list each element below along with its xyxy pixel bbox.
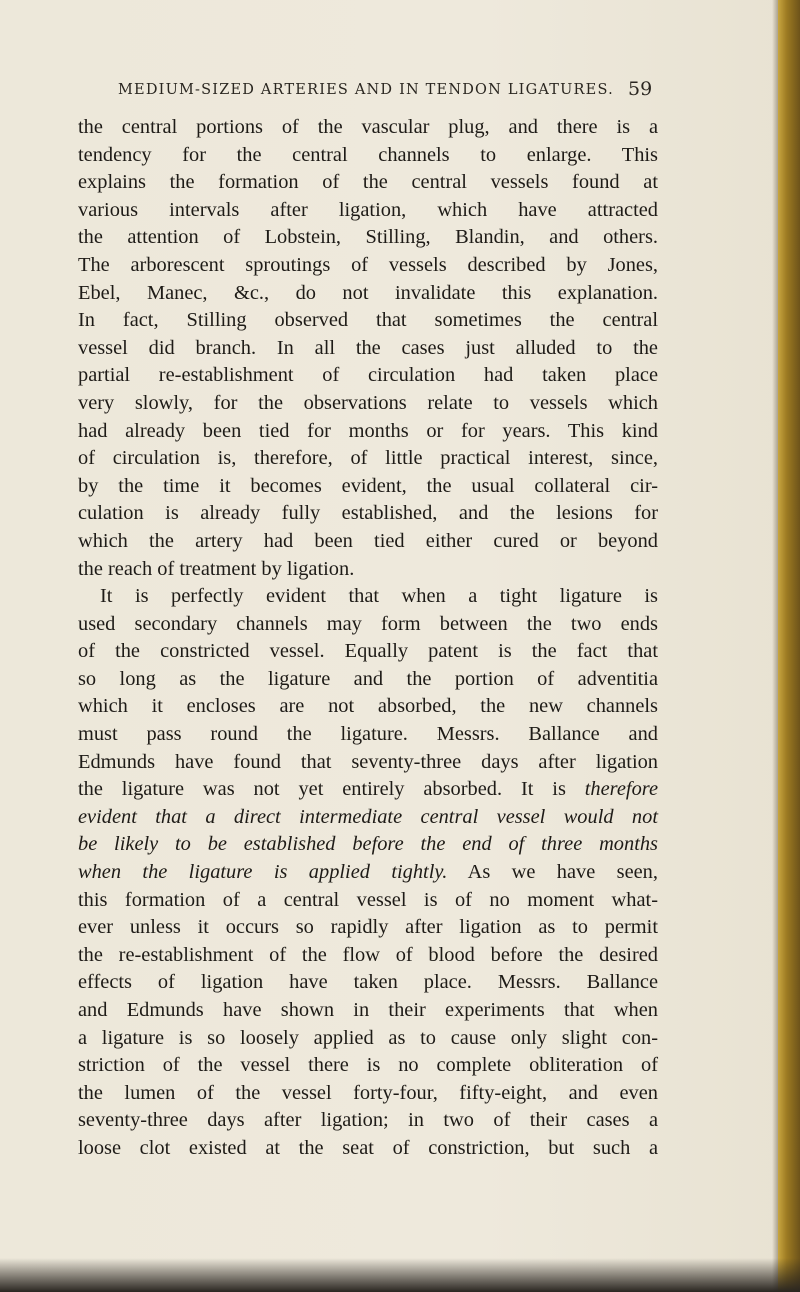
text-line: explains the formation of the central vessels found at: [78, 171, 658, 194]
text-line: effects of ligation have taken place. Messrs. Ballance: [78, 971, 658, 994]
text-line: by the time it becomes evident, the usual collateral cir-: [78, 474, 658, 497]
text-line: The arborescent sproutings of vessels described by Jones,: [78, 253, 658, 276]
text-line: seventy-three days after ligation; in two of their cases a: [78, 1109, 658, 1132]
text-line: of the constricted vessel. Equally patent is the fact that: [78, 640, 658, 663]
text-line: [78, 776, 658, 804]
text-line: culation is already fully established, and the lesions for: [78, 502, 658, 525]
text-line: [78, 831, 658, 859]
text-line: used secondary channels may form between the two ends: [78, 612, 658, 635]
text-line: Edmunds have found that seventy-three days after ligation: [78, 750, 658, 773]
text-line: so long as the ligature and the portion of adventitia: [78, 667, 658, 690]
text-line: the lumen of the vessel forty-four, fifty-eight, and even: [78, 1081, 658, 1104]
text-line: the central portions of the vascular plug, and there is a: [78, 116, 658, 138]
text-line: very slowly, for the observations relate to vessels which: [78, 391, 658, 414]
book-spine-edge: [778, 0, 800, 1292]
text-line: Ebel, Manec, &c., do not invalidate this explanation.: [78, 281, 658, 304]
text-line: [78, 859, 658, 887]
text-line: this formation of a central vessel is of no moment what-: [78, 888, 658, 911]
text-segment: As we have seen,: [467, 861, 658, 884]
text-line: tendency for the central channels to enlarge. This: [78, 143, 658, 166]
italic-text: therefore: [584, 778, 658, 801]
page-number: 59: [628, 78, 653, 100]
text-line: vessel did branch. In all the cases just alluded to the: [78, 336, 658, 359]
text-line: the reach of treatment by ligation.: [78, 557, 355, 580]
text-line: had already been tied for months or for years. This kind: [78, 419, 658, 442]
page-bottom-shadow: [0, 1258, 800, 1292]
text-line: a ligature is so loosely applied as to cause only slight con-: [78, 1026, 658, 1049]
text-line: the attention of Lobstein, Stilling, Blandin, and others.: [78, 226, 658, 249]
italic-text: be likely to be established before the end of three months: [78, 833, 658, 856]
text-line: the re-establishment of the flow of blood before the desired: [78, 943, 658, 966]
text-line: which the artery had been tied either cured or beyond: [78, 529, 658, 552]
text-line: ever unless it occurs so rapidly after ligation as to permit: [78, 916, 658, 939]
text-line: striction of the vessel there is no complete obliteration of: [78, 1054, 658, 1077]
running-head: MEDIUM-SIZED ARTERIES AND IN TENDON LIGATURES.: [118, 82, 614, 98]
text-line: various intervals after ligation, which have attracted: [78, 198, 658, 221]
text-line: of circulation is, therefore, of little practical interest, since,: [78, 447, 658, 470]
text-line: which it encloses are not absorbed, the new channels: [78, 695, 658, 718]
text-line: In fact, Stilling observed that sometimes the central: [78, 309, 658, 332]
text-line: and Edmunds have shown in their experiments that when: [78, 999, 658, 1021]
italic-text: evident that a direct intermediate central vessel would not: [78, 805, 658, 828]
text-line: It is perfectly evident that when a tight ligature is: [100, 585, 658, 608]
text-line: [78, 804, 658, 832]
italic-text: when the ligature is applied tightly.: [78, 861, 448, 884]
text-line: loose clot existed at the seat of constriction, but such a: [78, 1136, 658, 1159]
text-segment: the ligature was not yet entirely absorbed. It is: [78, 778, 566, 801]
text-line: must pass round the ligature. Messrs. Ballance and: [78, 723, 658, 746]
text-line: partial re-establishment of circulation had taken place: [78, 364, 658, 387]
body-text: [78, 114, 658, 1163]
